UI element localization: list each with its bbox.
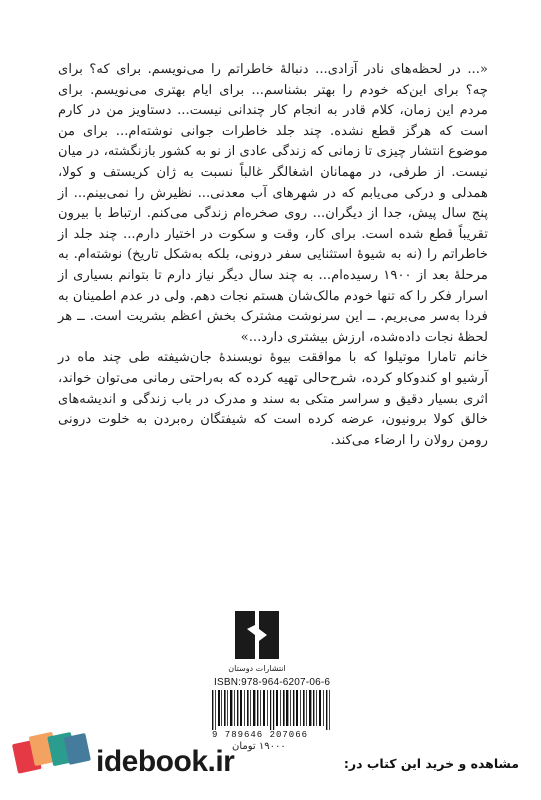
barcode-graphic xyxy=(210,690,334,730)
blurb-paragraph-quote: «... در لحظه‌های نادر آزادی... دنبالهٔ خاطراتم را می‌نویسم. برای که؟ برای چه؟ برای این‌که خودم را بهتر بشناسم... برای ایام بهتری می‌نویسم. برای مردم این زمان، کلام قادر به انجام کار چندانی نیست... دستاویز من در کارم است که هرگز قطع نشده. چند جلد خاطرات جوانی نوشته‌ام... برای من موضوع انتشار چیزی تا زمانی که زندگی عادی از نو به کشور بازنگشته، در میان نیست. از طرفی، در مهمانان اشغالگر غالباً نسبت به ژان کریستف و کولا، همدلی و درکی می‌یابم که در شهرهای آب معدنی... نظیرش را نمی‌بینم... از پنج سال پیش، جدا از دیگران... روی صخره‌ام زندگی می‌کنم. ارتباط با بیرون تقریباً قطع شده است. برای کار، وقت و سکوت در اختیار دارم... چند جلد از خاطراتم را (نه به شیوهٔ استثنایی سفر درونی، بلکه به‌شکل تاریخ) نوشته‌ام. به مرحلهٔ بعد از ۱۹۰۰ رسیده‌ام... به چند سال دیگر نیاز دارم تا بتوانم بسیاری از اسرار فکر را که تنها خودم مالک‌شان هستم نجات دهم. ولی در عدم اطمینان به فردا به‌سر می‌بریم. ــ این سرنوشت مشترک بخش اعظم بشریت است. ــ هر لحظهٔ نجات داده‌شده، ارزش بیشتری دارد...» xyxy=(57,62,488,345)
idebook-logo-icon xyxy=(8,722,98,778)
watermark-tagline: مشاهده و خرید این کتاب در: xyxy=(343,756,519,771)
price-label: ۱۹۰۰۰ تومان xyxy=(232,741,286,752)
blurb-paragraph-description: خانم تامارا موتیلوا که با موافقت بیوهٔ نویسندهٔ جان‌شیفته طی چند ماه در آرشیو او کندوکاو کرده، شرح‌حالی تهیه کرده که به‌راحتی رمانی می‌توان خواند، اثری بسیار دقیق و سراسر متکی به سند و مدرک در باب زندگی و اندیشه‌های خالق کولا برونیون، عرضه کرده است که شیفتگان ره‌بردن به خلوت درونی رومن رولان را ارضاء می‌کند. xyxy=(58,350,488,448)
watermark-brand[interactable]: idebook.ir xyxy=(96,745,235,778)
barcode-digits: 9 789646 207066 xyxy=(212,730,309,740)
publisher-name: انتشارات دوستان xyxy=(228,664,286,673)
blurb-text xyxy=(58,60,488,451)
publisher-logo-icon xyxy=(229,605,285,665)
isbn-number: ISBN:978-964-6207-06-6 xyxy=(214,677,331,688)
